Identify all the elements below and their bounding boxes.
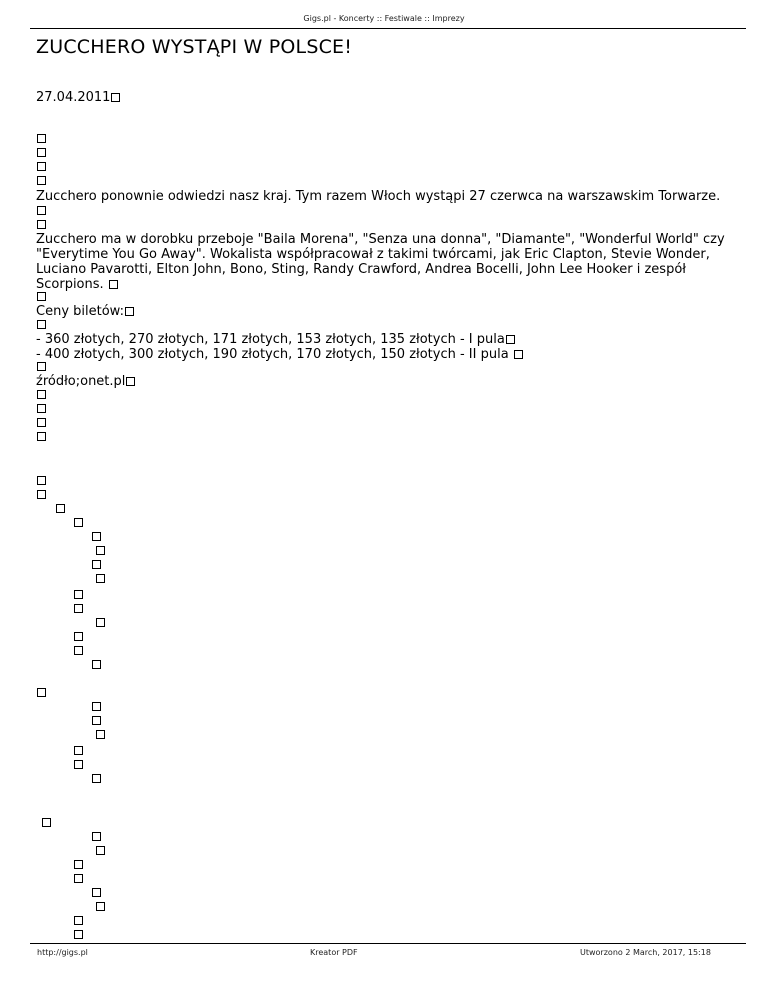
missing-glyph-icon bbox=[74, 874, 83, 883]
missing-glyph-icon bbox=[37, 418, 46, 427]
article-title: ZUCCHERO WYSTĄPI W POLSCE! bbox=[36, 36, 353, 58]
missing-glyph-icon bbox=[126, 377, 135, 386]
missing-glyph-icon bbox=[92, 532, 101, 541]
missing-glyph-icon bbox=[37, 490, 46, 499]
article-body-line: "Everytime You Go Away". Wokalista współpracował z takimi twórcami, jak Eric Clapton, Stevie Wonder, bbox=[36, 247, 710, 262]
missing-glyph-icon bbox=[37, 206, 46, 215]
footer-timestamp: Utworzono 2 March, 2017, 15:18 bbox=[580, 948, 711, 957]
price-line-2 bbox=[36, 347, 523, 362]
missing-glyph-icon bbox=[92, 560, 101, 569]
missing-glyph-icon bbox=[42, 818, 51, 827]
header-rule bbox=[30, 28, 746, 29]
price-text: - 360 złotych, 270 złotych, 171 złotych, 153 złotych, 135 złotych - I pula bbox=[36, 332, 505, 347]
missing-glyph-icon bbox=[92, 888, 101, 897]
price-text: - 400 złotych, 300 złotych, 190 złotych, 170 złotych, 150 złotych - II pula bbox=[36, 347, 509, 362]
missing-glyph-icon bbox=[74, 760, 83, 769]
missing-glyph-icon bbox=[74, 632, 83, 641]
missing-glyph-icon bbox=[37, 176, 46, 185]
missing-glyph-icon bbox=[56, 504, 65, 513]
footer-url: http://gigs.pl bbox=[37, 948, 88, 957]
missing-glyph-icon bbox=[74, 604, 83, 613]
missing-glyph-icon bbox=[74, 746, 83, 755]
missing-glyph-icon bbox=[74, 916, 83, 925]
missing-glyph-icon bbox=[96, 618, 105, 627]
missing-glyph-icon bbox=[74, 518, 83, 527]
missing-glyph-icon bbox=[74, 860, 83, 869]
article-date: 27.04.2011 bbox=[36, 90, 111, 105]
missing-glyph-icon bbox=[37, 688, 46, 697]
source-line bbox=[36, 374, 135, 389]
missing-glyph-icon bbox=[92, 702, 101, 711]
footer-generator: Kreator PDF bbox=[310, 948, 358, 957]
missing-glyph-icon bbox=[92, 774, 101, 783]
price-line-1 bbox=[36, 332, 515, 347]
footer-rule bbox=[30, 943, 746, 944]
missing-glyph-icon bbox=[96, 846, 105, 855]
article-body-line-last bbox=[36, 277, 118, 292]
missing-glyph-icon bbox=[37, 476, 46, 485]
missing-glyph-icon bbox=[92, 716, 101, 725]
missing-glyph-icon bbox=[125, 307, 134, 316]
article-body-line: Luciano Pavarotti, Elton John, Bono, Sting, Randy Crawford, Andrea Bocelli, John Lee Hooker i zespół bbox=[36, 262, 686, 277]
page-header: Gigs.pl - Koncerty :: Festiwale :: Imprezy bbox=[303, 14, 465, 23]
missing-glyph-icon bbox=[37, 134, 46, 143]
prices-label: Ceny biletów: bbox=[36, 304, 124, 319]
missing-glyph-icon bbox=[92, 832, 101, 841]
missing-glyph-icon bbox=[514, 350, 523, 359]
missing-glyph-icon bbox=[96, 546, 105, 555]
missing-glyph-icon bbox=[37, 320, 46, 329]
missing-glyph-icon bbox=[74, 930, 83, 939]
article-intro: Zucchero ponownie odwiedzi nasz kraj. Tym razem Włoch wystąpi 27 czerwca na warszawskim Torwarze. bbox=[36, 189, 721, 204]
missing-glyph-icon bbox=[37, 404, 46, 413]
missing-glyph-icon bbox=[37, 162, 46, 171]
article-source: źródło;onet.pl bbox=[36, 374, 126, 389]
missing-glyph-icon bbox=[96, 902, 105, 911]
missing-glyph-icon bbox=[96, 730, 105, 739]
missing-glyph-icon bbox=[111, 93, 120, 102]
article-date-line bbox=[36, 90, 120, 105]
missing-glyph-icon bbox=[37, 220, 46, 229]
missing-glyph-icon bbox=[74, 646, 83, 655]
article-body-text: Scorpions. bbox=[36, 277, 104, 292]
missing-glyph-icon bbox=[109, 280, 118, 289]
missing-glyph-icon bbox=[37, 362, 46, 371]
missing-glyph-icon bbox=[74, 590, 83, 599]
missing-glyph-icon bbox=[37, 148, 46, 157]
article-body-line: Zucchero ma w dorobku przeboje "Baila Morena", "Senza una donna", "Diamante", "Wonderful World" czy bbox=[36, 232, 725, 247]
missing-glyph-icon bbox=[37, 390, 46, 399]
missing-glyph-icon bbox=[92, 660, 101, 669]
missing-glyph-icon bbox=[96, 574, 105, 583]
missing-glyph-icon bbox=[506, 335, 515, 344]
prices-label-line bbox=[36, 304, 134, 319]
missing-glyph-icon bbox=[37, 292, 46, 301]
missing-glyph-icon bbox=[37, 432, 46, 441]
